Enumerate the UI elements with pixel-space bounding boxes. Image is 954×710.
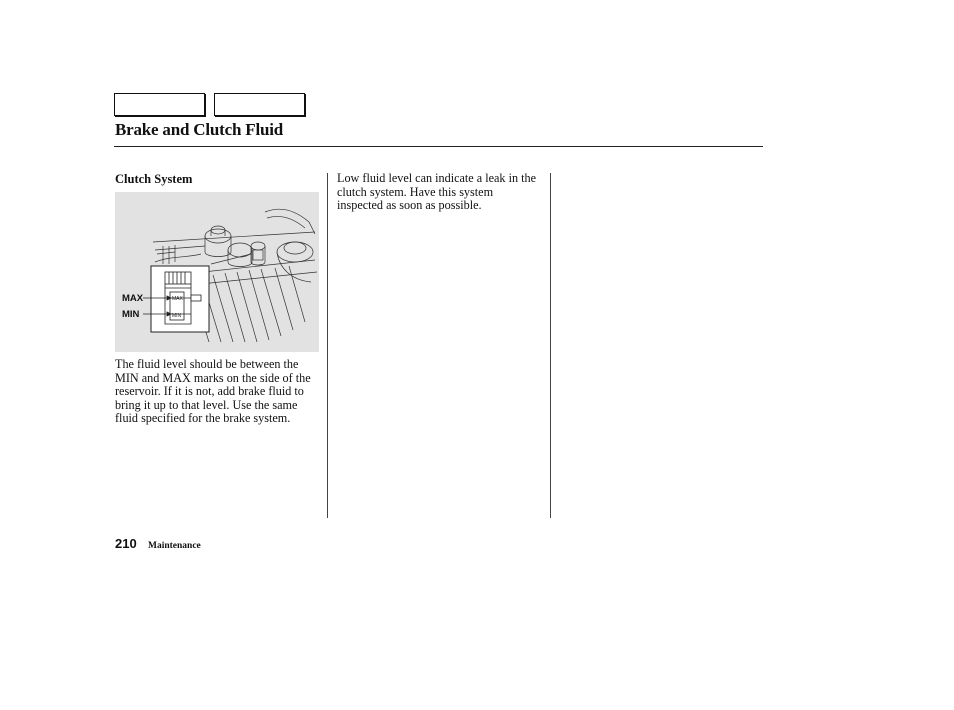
reservoir-min-mark: MIN [172,313,182,319]
clutch-reservoir-illustration [115,192,319,352]
max-callout-label: MAX [122,293,144,304]
leak-warning-paragraph: Low fluid level can indicate a leak in the clutch system. Have this system inspected as soon as possible. [337,171,536,212]
title-rule [114,146,763,147]
fluid-level-paragraph: The fluid level should be between the MIN and MAX marks on the side of the reservoir. If it is not, add brake fluid to bring it up to that level. Use the same fluid specified for the brake system. [115,357,311,425]
column-divider-right [550,173,551,518]
nav-tab-box-1[interactable] [114,93,205,116]
min-callout-label: MIN [122,309,140,320]
engine-bay-drawing [115,192,319,352]
nav-tab-box-2[interactable] [214,93,305,116]
reservoir-max-mark: MAX [172,296,183,302]
column-divider-left [327,173,328,518]
footer-section-name: Maintenance [148,541,201,551]
page-title: Brake and Clutch Fluid [115,120,283,139]
page-number: 210 [115,536,137,551]
section-heading-clutch-system: Clutch System [115,172,193,186]
